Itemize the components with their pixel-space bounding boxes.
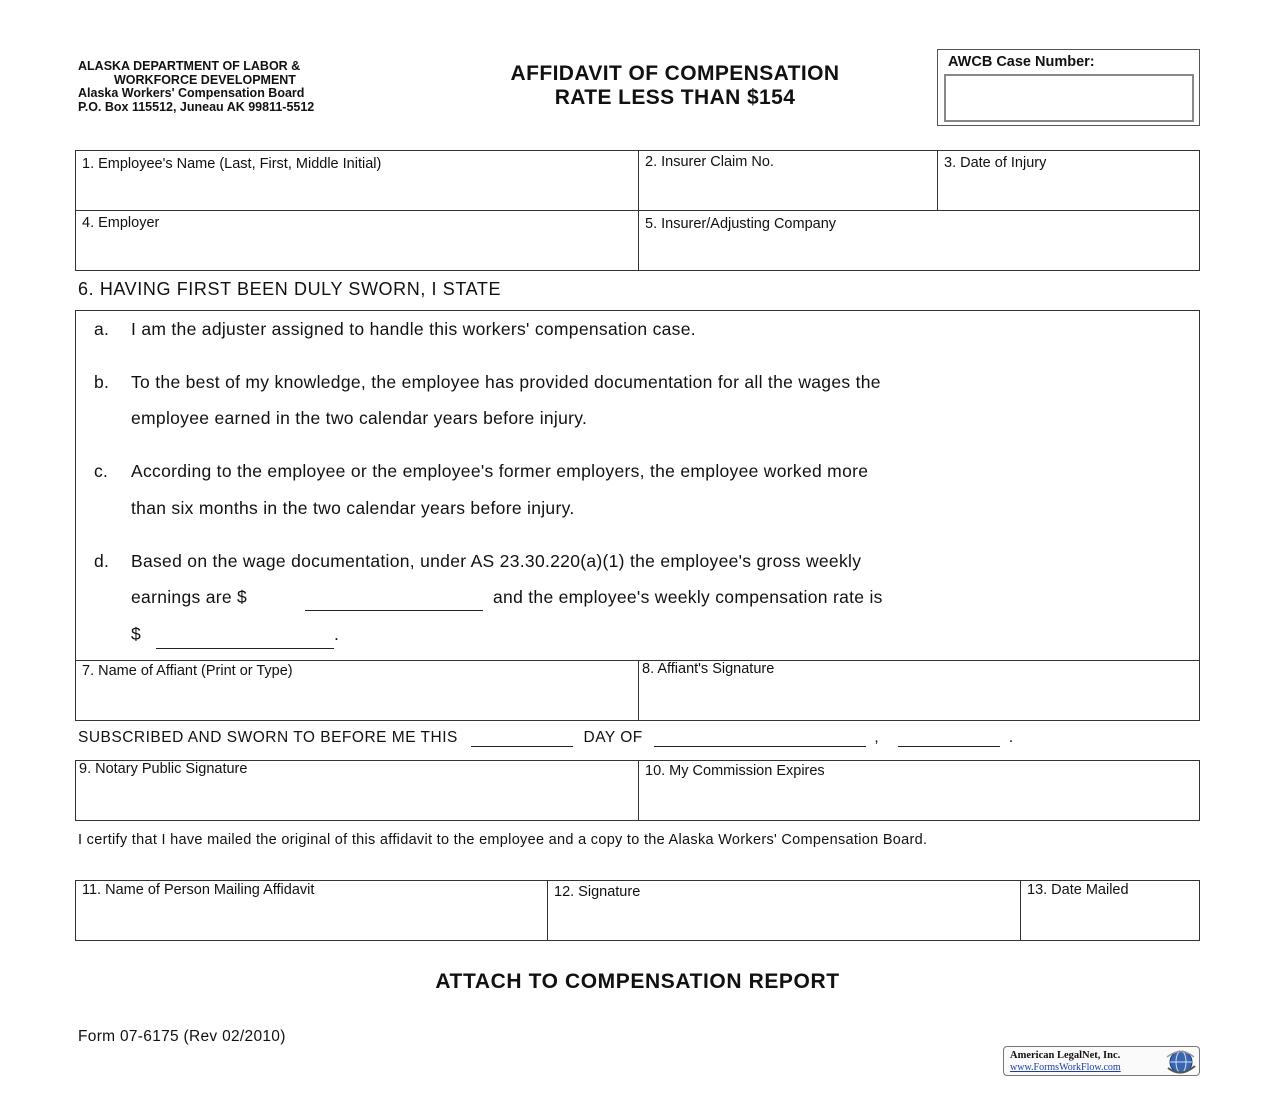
- sworn-statement: [78, 729, 1014, 747]
- statement-b-text-2: employee earned in the two calendar years before injury.: [131, 408, 588, 428]
- statement-c-text-1: According to the employee or the employee's former employers, the employee worked more: [131, 461, 869, 481]
- field-insurer-claim-no[interactable]: [638, 150, 938, 211]
- publisher-name: American LegalNet, Inc.: [1010, 1050, 1121, 1061]
- field-insurer-claim-no-label: 2. Insurer Claim No.: [645, 154, 774, 170]
- field-mailer-signature[interactable]: [547, 880, 1021, 941]
- field-date-mailed-label: 13. Date Mailed: [1027, 882, 1129, 898]
- statement-d-rate-label: and the employee's weekly compensation rate is: [493, 587, 883, 607]
- field-affiant-signature-label: 8. Affiant's Signature: [642, 661, 775, 677]
- field-employer[interactable]: [75, 210, 639, 271]
- form-number: Form 07-6175 (Rev 02/2010): [78, 1028, 286, 1045]
- field-employer-label: 4. Employer: [82, 215, 160, 231]
- statement-a-text: I am the adjuster assigned to handle this workers' compensation case.: [131, 319, 696, 339]
- title-line-2: RATE LESS THAN $154: [554, 86, 796, 109]
- sworn-year-input[interactable]: [898, 729, 1000, 747]
- case-number-box: [937, 49, 1200, 126]
- field-commission-expires-label: 10. My Commission Expires: [645, 763, 825, 779]
- form-title: [430, 62, 920, 110]
- sworn-comma: ,: [874, 729, 880, 746]
- agency-line-4: P.O. Box 115512, Juneau AK 99811-5512: [78, 99, 315, 114]
- statement-d-period: .: [334, 624, 340, 644]
- sworn-text-1: SUBSCRIBED AND SWORN TO BEFORE ME THIS: [78, 729, 458, 746]
- field-insurer-adjusting-company-label: 5. Insurer/Adjusting Company: [645, 216, 837, 232]
- gross-weekly-earnings-input[interactable]: [305, 593, 483, 611]
- statement-b-text-1: To the best of my knowledge, the employee has provided documentation for all the wages the: [131, 372, 881, 392]
- field-insurer-adjusting-company[interactable]: [638, 210, 1200, 271]
- publisher-url[interactable]: www.FormsWorkFlow.com: [1010, 1062, 1121, 1073]
- sworn-month-input[interactable]: [654, 729, 866, 747]
- statement-d-dollar-sign: $: [131, 624, 142, 644]
- field-affiant-name[interactable]: [75, 660, 639, 721]
- field-mailer-name[interactable]: [75, 880, 548, 941]
- field-mailer-name-label: 11. Name of Person Mailing Affidavit: [82, 882, 315, 898]
- statement-d-text-1: Based on the wage documentation, under AS 23.30.220(a)(1) the employee's gross weekly: [131, 551, 862, 571]
- publisher-logo[interactable]: [1003, 1046, 1200, 1076]
- agency-block: [78, 60, 408, 114]
- field-notary-signature[interactable]: [75, 760, 639, 821]
- title-line-1: AFFIDAVIT OF COMPENSATION: [510, 62, 840, 85]
- field-notary-signature-label: 9. Notary Public Signature: [79, 761, 248, 777]
- statement-d-earnings-label: earnings are $: [131, 587, 248, 607]
- attach-instruction: ATTACH TO COMPENSATION REPORT: [435, 970, 840, 993]
- statement-c-letter: c.: [94, 461, 109, 481]
- field-affiant-signature[interactable]: [638, 660, 1200, 721]
- field-employee-name-label: 1. Employee's Name (Last, First, Middle Initial): [82, 156, 382, 172]
- globe-icon: [1164, 1048, 1198, 1076]
- field-mailer-signature-label: 12. Signature: [554, 884, 641, 900]
- sworn-text-2: DAY OF: [583, 729, 643, 746]
- field-commission-expires[interactable]: [638, 760, 1200, 821]
- sworn-day-input[interactable]: [471, 729, 573, 747]
- statement-a-letter: a.: [94, 319, 110, 339]
- field-date-of-injury[interactable]: [937, 150, 1200, 211]
- field-date-mailed[interactable]: [1020, 880, 1200, 941]
- field-date-of-injury-label: 3. Date of Injury: [944, 155, 1047, 171]
- agency-line-2: WORKFORCE DEVELOPMENT: [114, 72, 296, 87]
- certification-text: I certify that I have mailed the original of this affidavit to the employee and a copy to the Alaska Workers' Compensation Board.: [78, 832, 928, 848]
- sworn-period: .: [1008, 729, 1014, 746]
- section-6-heading: 6. HAVING FIRST BEEN DULY SWORN, I STATE: [78, 279, 502, 299]
- statement-d-letter: d.: [94, 551, 110, 571]
- agency-line-1: ALASKA DEPARTMENT OF LABOR &: [78, 59, 301, 73]
- agency-line-3: Alaska Workers' Compensation Board: [78, 86, 305, 100]
- statement-b-letter: b.: [94, 372, 110, 392]
- statement-box: [75, 310, 1200, 662]
- statement-c-text-2: than six months in the two calendar years before injury.: [131, 498, 575, 518]
- field-affiant-name-label: 7. Name of Affiant (Print or Type): [82, 663, 293, 679]
- case-number-input[interactable]: [944, 74, 1194, 122]
- field-employee-name[interactable]: [75, 150, 639, 211]
- weekly-compensation-rate-input[interactable]: [156, 631, 334, 649]
- case-number-label: AWCB Case Number:: [948, 54, 1095, 70]
